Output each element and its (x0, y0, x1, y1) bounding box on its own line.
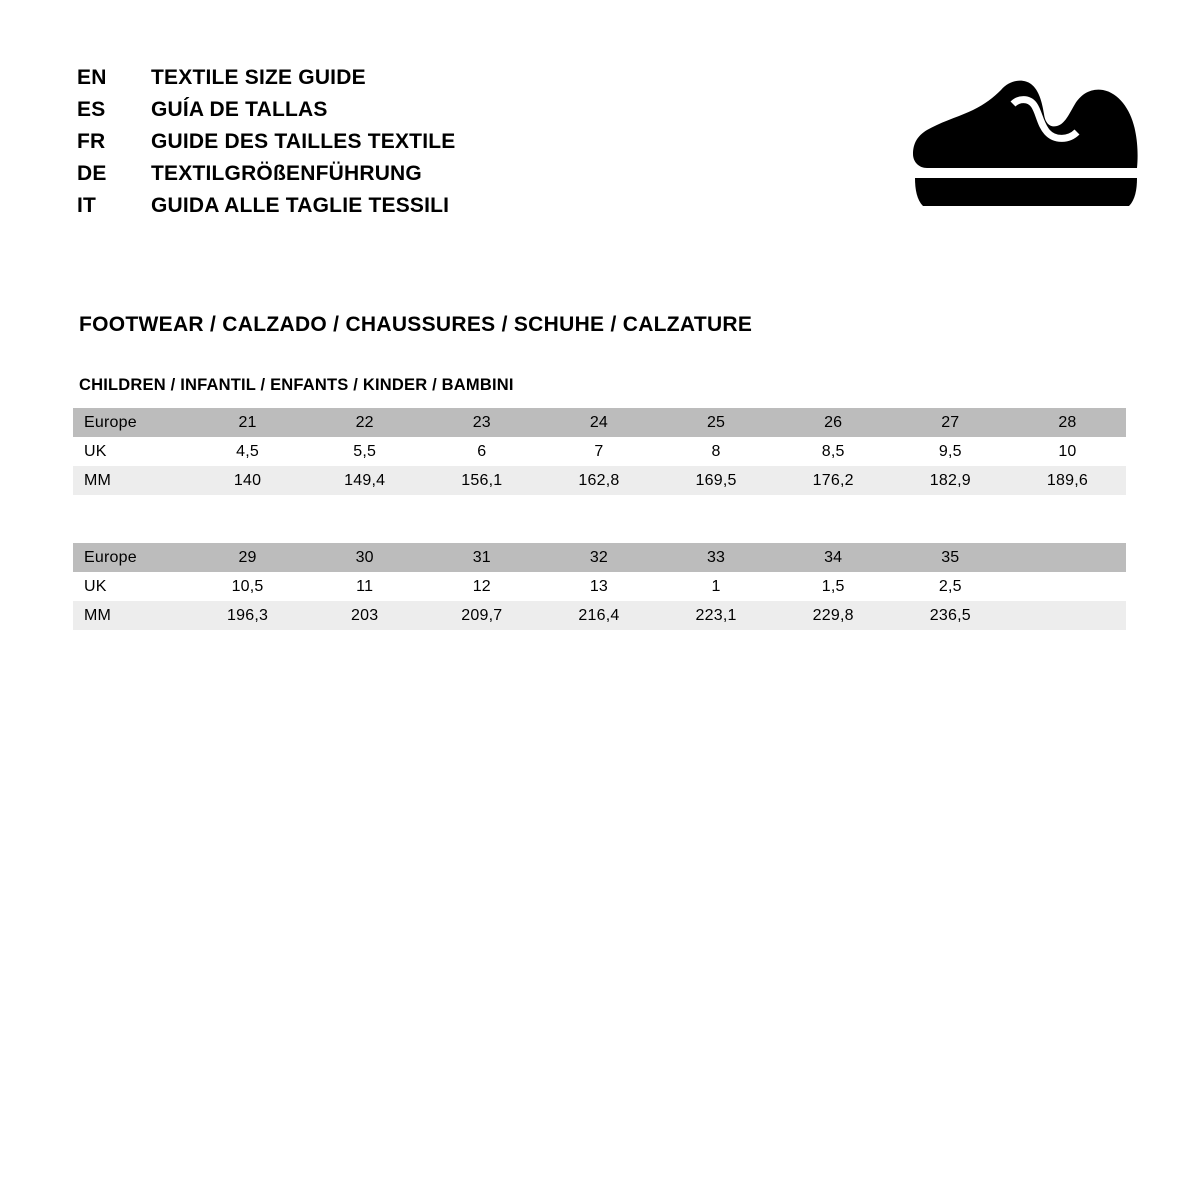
table-cell: 2,5 (892, 572, 1009, 601)
table-cell: 33 (658, 543, 775, 572)
language-code: FR (77, 130, 106, 153)
table-cell-empty (1009, 572, 1126, 601)
table-cell: 176,2 (775, 466, 892, 495)
language-title: GUIDE DES TAILLES TEXTILE (151, 130, 456, 153)
table-cell: 149,4 (306, 466, 423, 495)
table-cell: 28 (1009, 408, 1126, 437)
table-row (73, 408, 1126, 437)
shoe-icon (905, 78, 1140, 218)
row-label: MM (73, 466, 189, 495)
language-title: TEXTILE SIZE GUIDE (151, 66, 366, 89)
table-cell: 35 (892, 543, 1009, 572)
table-cell: 12 (423, 572, 540, 601)
table-cell: 162,8 (540, 466, 657, 495)
table-cell: 29 (189, 543, 306, 572)
language-code: DE (77, 162, 107, 185)
language-code: ES (77, 98, 106, 121)
table-cell: 223,1 (658, 601, 775, 630)
table-cell: 25 (658, 408, 775, 437)
table-cell: 5,5 (306, 437, 423, 466)
language-row-fr (77, 130, 677, 162)
table-cell: 23 (423, 408, 540, 437)
table-cell: 156,1 (423, 466, 540, 495)
row-label: UK (73, 572, 189, 601)
row-label: Europe (73, 543, 189, 572)
table-cell: 140 (189, 466, 306, 495)
table-cell: 32 (540, 543, 657, 572)
row-label: Europe (73, 408, 189, 437)
table-row (73, 601, 1126, 630)
table-cell: 8,5 (775, 437, 892, 466)
language-row-en (77, 66, 677, 98)
table-cell: 13 (540, 572, 657, 601)
language-code: EN (77, 66, 107, 89)
language-title-list (77, 66, 677, 226)
table-cell: 31 (423, 543, 540, 572)
table-cell: 1 (658, 572, 775, 601)
size-table-children-1 (73, 408, 1126, 495)
group-title: CHILDREN / INFANTIL / ENFANTS / KINDER / BAMBINI (79, 376, 514, 394)
table-row (73, 572, 1126, 601)
table-cell: 182,9 (892, 466, 1009, 495)
table-cell: 196,3 (189, 601, 306, 630)
table-cell: 30 (306, 543, 423, 572)
table-cell: 34 (775, 543, 892, 572)
table-cell: 24 (540, 408, 657, 437)
table-row (73, 437, 1126, 466)
language-row-de (77, 162, 677, 194)
language-title: GUÍA DE TALLAS (151, 98, 328, 121)
table-cell: 189,6 (1009, 466, 1126, 495)
table-cell: 22 (306, 408, 423, 437)
language-code: IT (77, 194, 97, 217)
table-cell: 216,4 (540, 601, 657, 630)
table-cell-empty (1009, 601, 1126, 630)
table-cell: 203 (306, 601, 423, 630)
table-cell: 4,5 (189, 437, 306, 466)
language-row-it (77, 194, 677, 226)
table-cell: 21 (189, 408, 306, 437)
section-title: FOOTWEAR / CALZADO / CHAUSSURES / SCHUHE / CALZATURE (79, 313, 753, 336)
table-cell: 26 (775, 408, 892, 437)
table-cell: 9,5 (892, 437, 1009, 466)
row-label: UK (73, 437, 189, 466)
table-cell: 209,7 (423, 601, 540, 630)
table-cell: 236,5 (892, 601, 1009, 630)
table-cell: 8 (658, 437, 775, 466)
table-cell: 11 (306, 572, 423, 601)
table-cell: 229,8 (775, 601, 892, 630)
table-cell: 6 (423, 437, 540, 466)
size-table-children-2 (73, 543, 1126, 630)
table-cell-empty (1009, 543, 1126, 572)
table-cell: 27 (892, 408, 1009, 437)
language-row-es (77, 98, 677, 130)
table-cell: 7 (540, 437, 657, 466)
language-title: TEXTILGRÖßENFÜHRUNG (151, 162, 422, 185)
table-cell: 10,5 (189, 572, 306, 601)
table-row (73, 543, 1126, 572)
table-cell: 10 (1009, 437, 1126, 466)
table-cell: 169,5 (658, 466, 775, 495)
language-title: GUIDA ALLE TAGLIE TESSILI (151, 194, 450, 217)
row-label: MM (73, 601, 189, 630)
table-row (73, 466, 1126, 495)
table-cell: 1,5 (775, 572, 892, 601)
